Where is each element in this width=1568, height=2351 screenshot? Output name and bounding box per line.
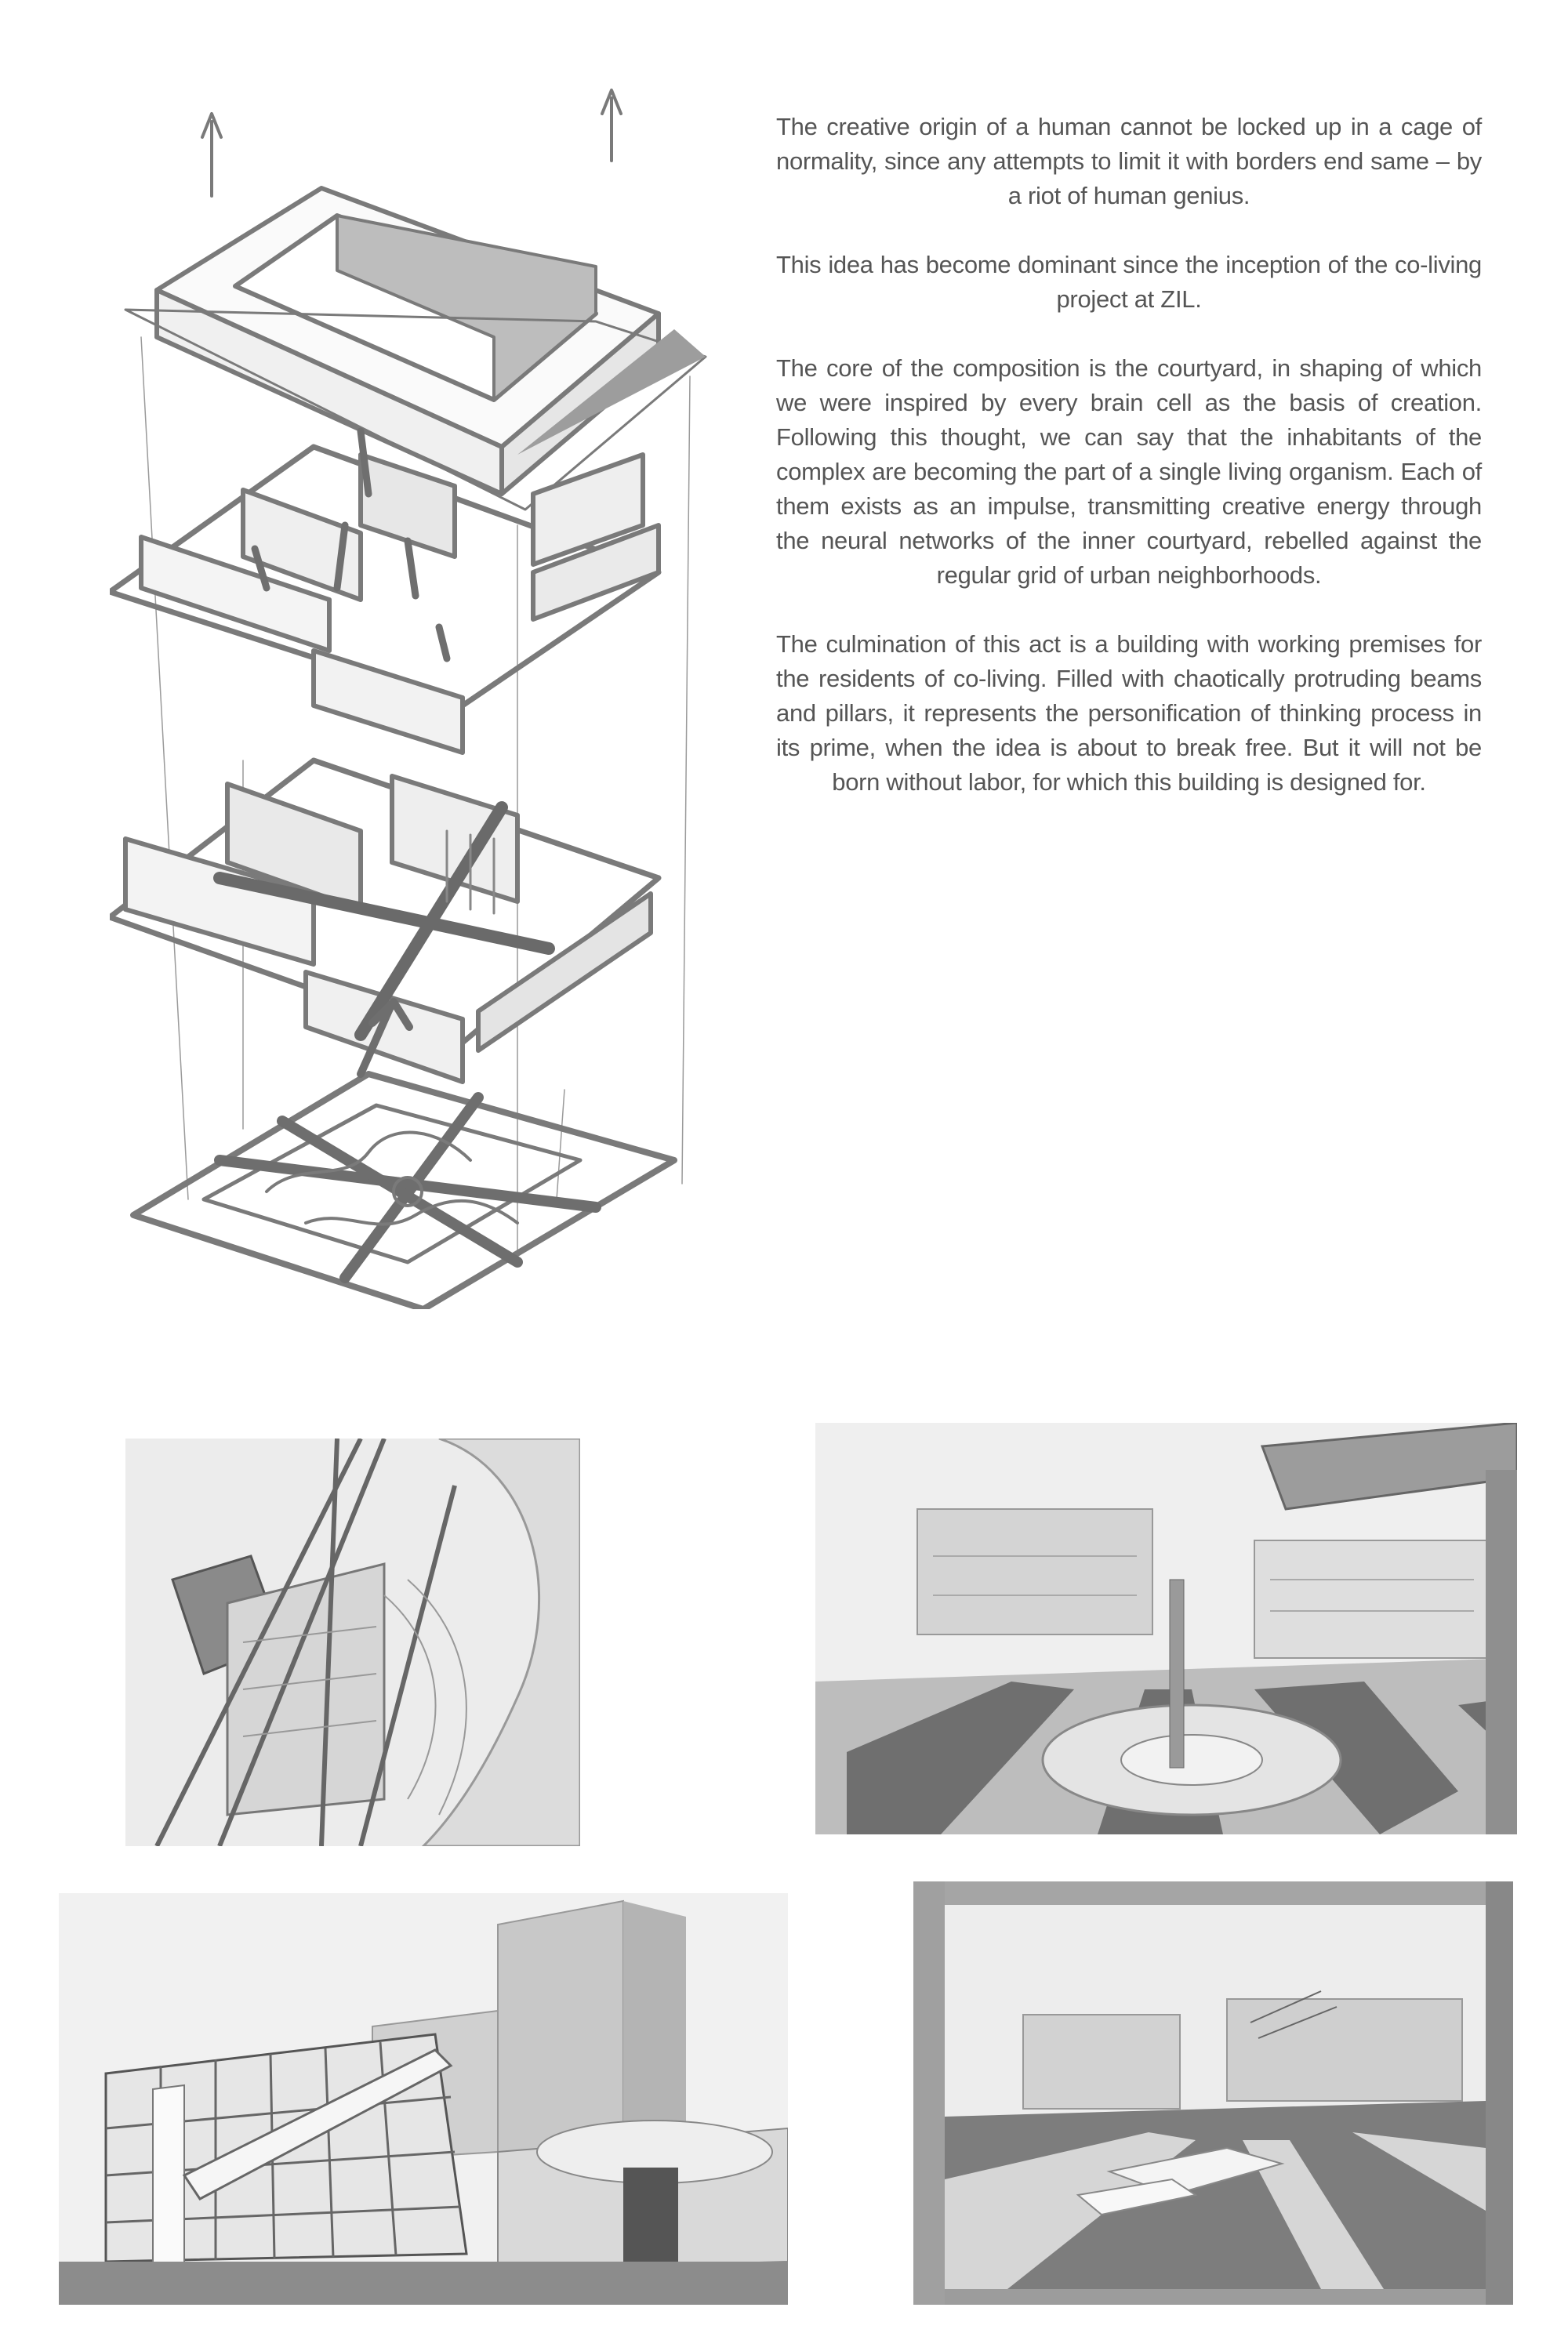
description-text [776,110,1482,834]
paragraph-3: The core of the composition is the courtyard, in shaping of which we were inspired by every brain cell as the basis of creation. Following this thought, we can say that the inhabitants of the complex are becoming the part of a single living organism. Each of them exists as an impulse, transmitting creative energy through the neural networks of the inner courtyard, rebelled against the regular grid of urban neighborhoods. [776,354,1482,589]
exploded-axonometric-sketch [110,86,721,1309]
render-frame-building-exterior [59,1893,788,2305]
render-atrium-interior [125,1439,580,1846]
paragraph-2: This idea has become dominant since the inception of the co-living project at ZIL. [776,251,1482,313]
render-courtyard-plaza [815,1423,1517,1834]
paragraph-4: The culmination of this act is a building with working premises for the residents of co-living. Filled with chaotically protruding beams and pillars, it represents the personification of thinking process in its prime, when the idea is about to break free. But it will not be born without labor, for which this building is designed for. [776,630,1482,796]
up-arrow-icon [202,90,621,196]
render-framed-courtyard-view [913,1881,1513,2305]
layer-courtyard-buildings [110,760,659,1082]
layer-residential-blocks [110,431,659,753]
paragraph-1: The creative origin of a human cannot be locked up in a cage of normality, since any attempts to limit it with borders end same – by a riot of human genius. [776,113,1482,209]
